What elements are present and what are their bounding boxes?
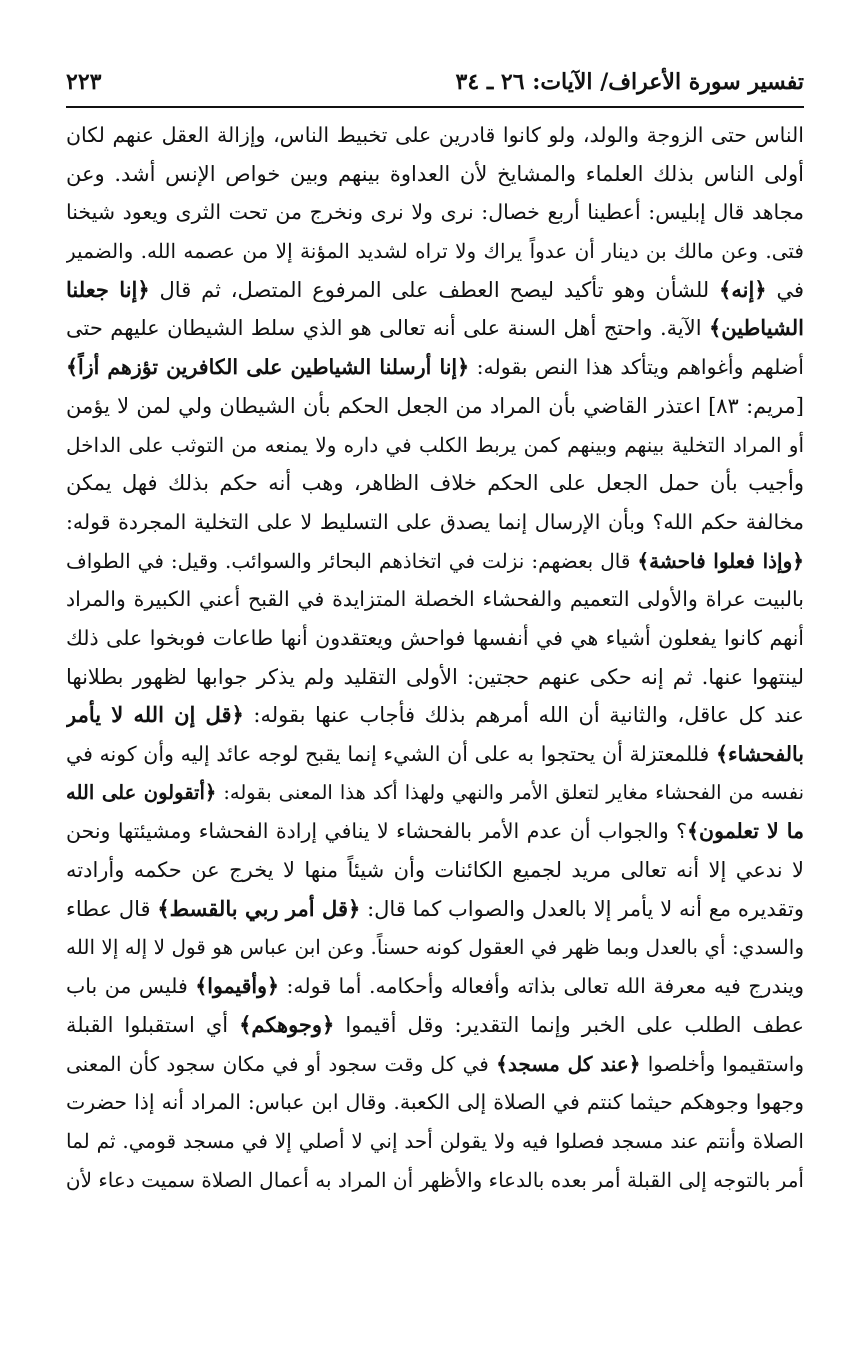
text-line (66, 348, 804, 387)
text-line (66, 309, 804, 348)
text-segment: أمر بالتوجه إلى القبلة أمر بعده بالدعاء والأظهر أن المراد به أعمال الصلاة سميت دعاء لأن (66, 1167, 804, 1192)
text-segment: أو المراد التخلية بينهم وبينهم كمن يربط الكلب في داره ولا يمنعه من التوثب على الداخل (66, 432, 804, 457)
text-line (66, 580, 804, 619)
quran-quote: ﴿إنا جعلنا (66, 276, 150, 302)
quran-quote: ﴿قل إن الله لا يأمر (66, 702, 244, 728)
header-divider (66, 106, 804, 108)
text-line (66, 928, 804, 967)
text-segment: عند كل عاقل، والثانية أن الله أمرهم بذلك فأجاب عنها بقوله: (243, 703, 804, 728)
text-line (66, 774, 804, 813)
text-segment: قال عطاء (66, 896, 158, 921)
quran-quote: الشياطين﴾ (708, 315, 804, 341)
text-line (66, 503, 804, 542)
text-segment: بالبيت عراة والأولى التعميم والفحشاء الخصلة المتزايدة في القبح أعني الكبيرة والمراد (66, 587, 804, 612)
page-number: ٢٢٣ (66, 69, 102, 95)
text-line (66, 193, 804, 232)
text-line (66, 387, 804, 426)
text-segment: الناس حتى الزوجة والولد، ولو كانوا قادرين على تخبيط الناس، وإزالة العقل عنهم لكان (66, 123, 804, 147)
running-header (66, 60, 804, 104)
tafsir-text-body (66, 116, 804, 1199)
text-line (66, 232, 804, 271)
quran-quote: ﴿أتقولون على الله (66, 780, 217, 804)
quran-quote: ﴿وجوهكم﴾ (239, 1011, 335, 1037)
text-line (66, 1122, 804, 1161)
text-line (66, 542, 804, 581)
text-segment: لا ندعي إلا أنه تعالى مريد لجميع الكائنات وأن شيئاً منها لا يخرج عن حكمه وأرادته (66, 858, 804, 883)
text-segment: في (766, 277, 804, 302)
text-line (66, 271, 804, 310)
text-segment: الصلاة وأنتم عند مسجد فصلوا فيه ولا يقولن أحد إني لا أصلي إلا في مسجد قومي. ثم لما (66, 1128, 804, 1153)
text-line (66, 696, 804, 735)
text-line (66, 1083, 804, 1122)
quran-quote: ﴿إنه﴾ (719, 276, 767, 302)
text-segment: عطف الطلب على الخبر وإنما التقدير: وقل أقيموا (334, 1012, 804, 1037)
text-segment: والسدي: أي بالعدل وبما ظهر في العقول كونه حسناً. وعن ابن عباس هو قول لا إله إلا الله (66, 935, 804, 960)
text-line (66, 735, 804, 774)
quran-quote: ما لا تعلمون﴾ (687, 819, 804, 844)
quran-quote: ﴿إنا أرسلنا الشياطين على الكافرين تؤزهم أزاً﴾ (66, 355, 470, 380)
text-segment: أي استقبلوا القبلة (66, 1012, 240, 1037)
text-segment: وجهوا وجوهكم حيثما كنتم في الصلاة إلى الكعبة. وقال ابن عباس: المراد أنه إذا حضرت (66, 1090, 804, 1115)
text-line (66, 1006, 804, 1045)
text-line (66, 619, 804, 658)
running-title: تفسير سورة الأعراف/ الآيات: ٢٦ ـ ٣٤ (455, 69, 804, 95)
quran-quote: ﴿وأقيموا﴾ (195, 974, 280, 999)
text-segment: [مريم: ٨٣] اعتذر القاضي بأن المراد من الجعل الحكم بأن الشيطان ولي لمن لا يؤمن (66, 393, 804, 418)
text-line (66, 967, 804, 1006)
text-line (66, 1045, 804, 1084)
quran-quote: ﴿وإذا فعلوا فاحشة﴾ (637, 548, 804, 573)
text-segment: وأجيب بأن حمل الجعل على الحكم خلاف الظاهر، وهب أنه حكم بذلك فهل يمكن (66, 471, 804, 496)
quran-quote: ﴿قل أمر ربي بالقسط﴾ (157, 895, 361, 921)
text-segment: فللمعتزلة أن يحتجوا به على أن الشيء إنما يقبح لوجه عائد إليه وأن كونه في (66, 742, 716, 766)
text-line (66, 812, 804, 851)
text-line (66, 851, 804, 890)
text-segment: الآية. واحتج أهل السنة على أنه تعالى هو الذي سلط الشيطان عليهم حتى (66, 316, 709, 341)
quran-quote: ﴿عند كل مسجد﴾ (496, 1051, 641, 1076)
text-line (66, 155, 804, 194)
text-segment: أضلهم وأغواهم ويتأكد هذا النص بقوله: (469, 355, 804, 380)
text-line (66, 1161, 804, 1200)
text-segment: لينتهوا عنها. ثم إنه حكى عنهم حجتين: الأولى التقليد ولم يذكر جوابها لظهور بطلانها (66, 664, 804, 689)
quran-quote: بالفحشاء﴾ (716, 742, 804, 766)
text-line (66, 464, 804, 503)
text-segment: قال بعضهم: نزلت في اتخاذهم البحائر والسوائب. وقيل: في الطواف (66, 548, 638, 573)
text-segment: واستقيموا وأخلصوا (640, 1051, 804, 1076)
text-segment: فليس من باب (66, 974, 196, 999)
text-segment: مخالفة حكم الله؟ وبأن الإرسال إنما يصدق على التسليط لا على التخلية المجردة قوله: (66, 509, 804, 534)
text-segment: أنهم كانوا يفعلون أشياء هي في أنفسها فواحش ويعتقدون أنها طاعات فوبخوا على ذلك (66, 625, 804, 650)
text-line (66, 890, 804, 929)
text-line (66, 658, 804, 697)
text-segment: نفسه من الفحشاء مغاير لتعلق الأمر والنهي ولهذا أكد هذا المعنى بقوله: (216, 780, 804, 804)
text-segment: ؟ والجواب أن عدم الأمر بالفحشاء لا ينافي إرادة الفحشاء ومشيئتها ونحن (66, 819, 688, 844)
text-line (66, 426, 804, 465)
text-segment: للشأن وهو تأكيد ليصح العطف على المرفوع المتصل، ثم قال (149, 277, 720, 302)
text-segment: ويندرج فيه معرفة الله تعالى بذاته وأفعاله وأحكامه. أما قوله: (279, 974, 804, 999)
text-line (66, 116, 804, 155)
text-segment: أولى الناس بذلك العلماء والمشايخ لأن العداوة بينهم وبين خواص الإنس أشد. وعن (66, 161, 804, 186)
text-segment: فتى. وعن مالك بن دينار أن عدواً يراك ولا تراه لشديد المؤنة إلا من عصمه الله. والضمير (66, 239, 804, 264)
text-segment: مجاهد قال إبليس: أعطينا أربع خصال: نرى ولا نرى ونخرج من تحت الثرى ويعود شيخنا (66, 200, 804, 225)
text-segment: وتقديره مع أنه لا يأمر إلا بالعدل والصواب كما قال: (360, 896, 804, 921)
text-segment: في كل وقت سجود أو في مكان سجود كأن المعنى (66, 1051, 497, 1076)
